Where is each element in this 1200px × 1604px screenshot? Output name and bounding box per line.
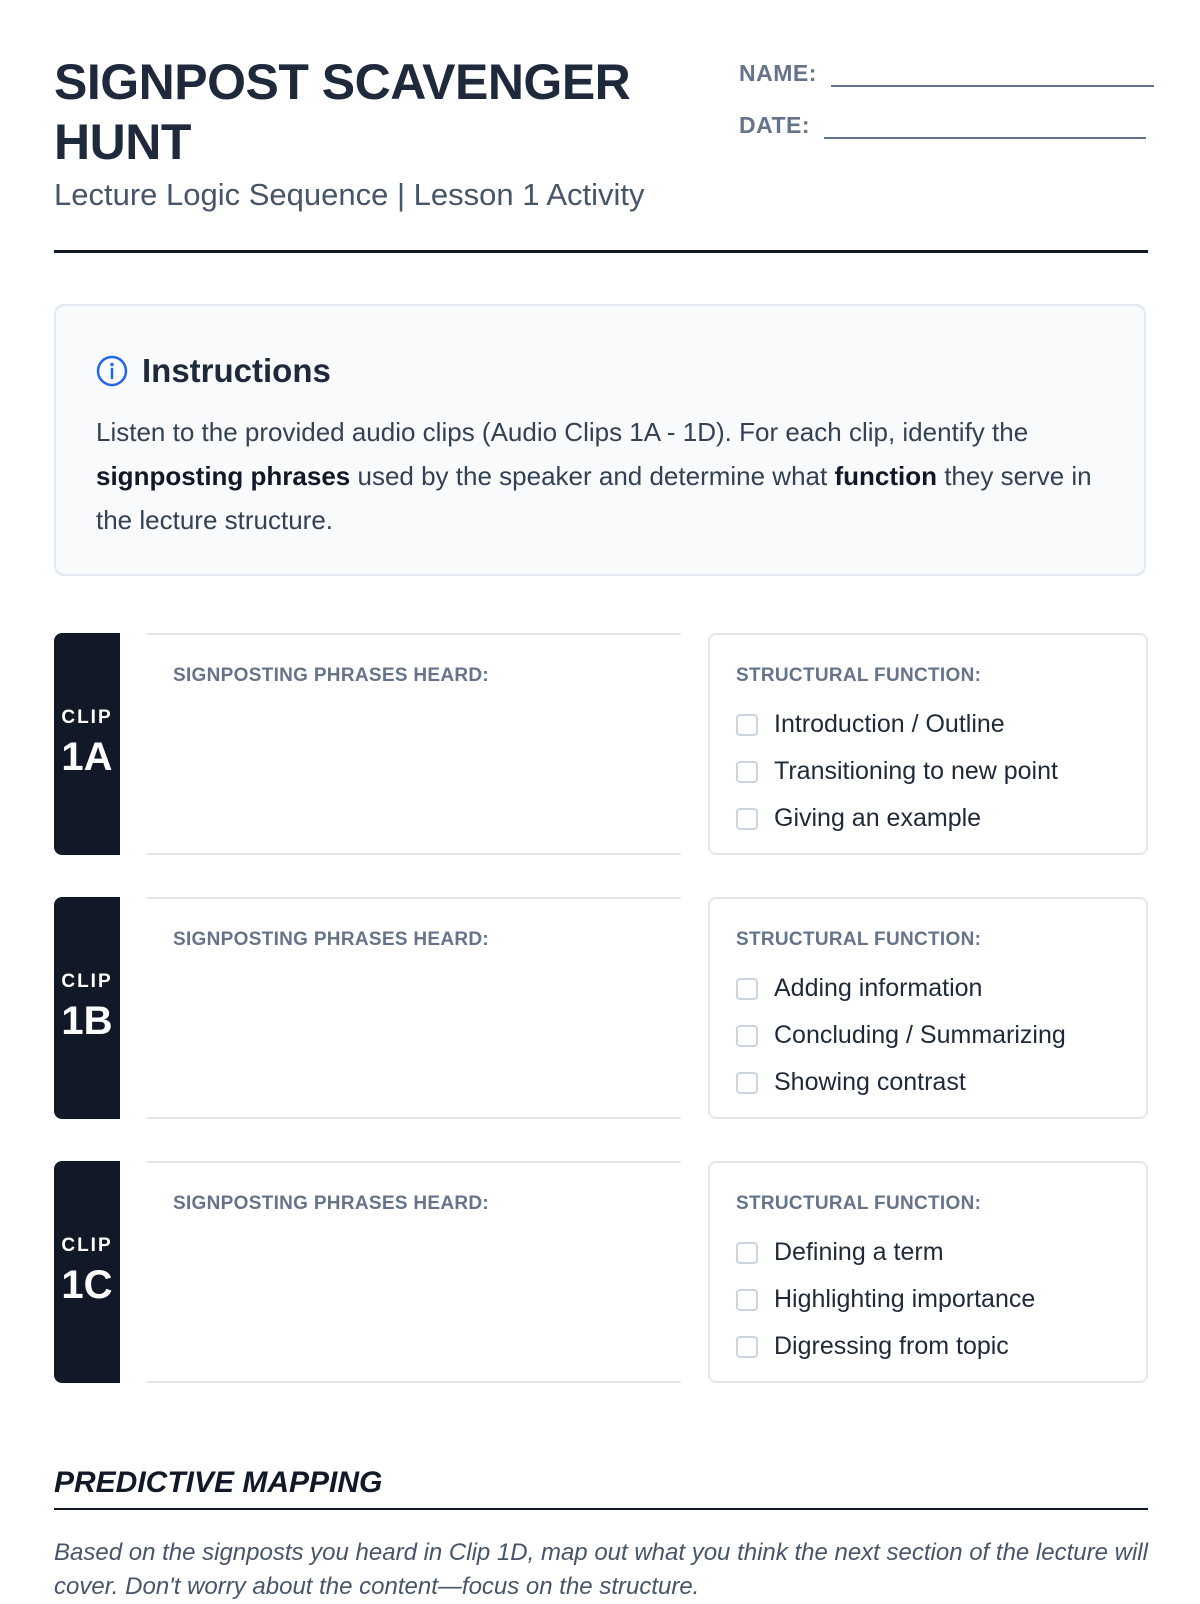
function-box: [708, 897, 1148, 1119]
checkbox[interactable]: [736, 761, 758, 783]
function-box: [708, 1161, 1148, 1383]
option-label: Giving an example: [774, 804, 982, 832]
instructions-bold-phrase: signposting phrases: [96, 461, 351, 491]
clip-id: 1B: [61, 999, 113, 1043]
function-option[interactable]: [736, 1059, 1066, 1106]
option-label: Digressing from topic: [774, 1332, 1009, 1360]
phrases-label: SIGNPOSTING PHRASES HEARD:: [173, 929, 490, 950]
instructions-heading: [96, 352, 331, 390]
instructions-title: Instructions: [142, 352, 331, 389]
clip-row-1c: [54, 1161, 1148, 1383]
instructions-bold-phrase: function: [834, 461, 937, 491]
checkbox[interactable]: [736, 1025, 758, 1047]
predictive-mapping-title: PREDICTIVE MAPPING: [54, 1466, 1148, 1510]
clip-id: 1C: [61, 1263, 113, 1307]
clip-tab: [54, 1161, 120, 1383]
checkbox[interactable]: [736, 1289, 758, 1311]
option-label: Concluding / Summarizing: [774, 1021, 1066, 1049]
function-option[interactable]: [736, 1012, 1066, 1059]
option-label: Transitioning to new point: [774, 757, 1058, 785]
function-option[interactable]: [736, 965, 1066, 1012]
predictive-mapping-text: Based on the signposts you heard in Clip 1D, map out what you think the next section of the lecture will cover. Don't worry about the content—focus on the structure.: [54, 1539, 1148, 1600]
function-option[interactable]: [736, 795, 1058, 842]
phrases-answer-area[interactable]: [147, 897, 681, 1119]
checkbox[interactable]: [736, 1336, 758, 1358]
function-options: [736, 701, 1058, 842]
option-label: Showing contrast: [774, 1068, 966, 1096]
instructions-text-part: Listen to the provided audio clips (Audio Clips 1A - 1D). For each clip, identify the: [96, 417, 1029, 447]
function-option[interactable]: [736, 748, 1058, 795]
date-field[interactable]: [739, 112, 1146, 139]
instructions-text-part: used by the speaker and determine what: [350, 461, 835, 491]
name-field[interactable]: [739, 60, 1154, 87]
checkbox[interactable]: [736, 978, 758, 1000]
page-title: SIGNPOST SCAVENGER HUNT: [54, 54, 631, 170]
clip-row-1b: [54, 897, 1148, 1119]
checkbox[interactable]: [736, 1242, 758, 1264]
option-label: Defining a term: [774, 1238, 944, 1266]
clip-tab: [54, 633, 120, 855]
instructions-text-part: they serve in the lecture structure.: [96, 461, 1092, 535]
clip-id: 1A: [61, 735, 113, 779]
phrases-label: SIGNPOSTING PHRASES HEARD:: [173, 665, 490, 686]
page-subtitle: Lecture Logic Sequence | Lesson 1 Activity: [54, 177, 645, 212]
info-circle-icon: [96, 355, 128, 387]
function-option[interactable]: [736, 1276, 1035, 1323]
name-label: NAME:: [739, 60, 817, 86]
function-options: [736, 965, 1066, 1106]
option-label: Introduction / Outline: [774, 710, 1005, 738]
function-box: [708, 633, 1148, 855]
clip-word: CLIP: [61, 707, 113, 728]
function-option[interactable]: [736, 1229, 1035, 1276]
function-label: STRUCTURAL FUNCTION:: [736, 1193, 982, 1214]
date-input-line[interactable]: [824, 113, 1146, 139]
function-option[interactable]: [736, 1323, 1035, 1370]
date-label: DATE:: [739, 112, 811, 138]
checkbox[interactable]: [736, 808, 758, 830]
clip-word: CLIP: [61, 971, 113, 992]
clip-word: CLIP: [61, 1235, 113, 1256]
clip-row-1a: [54, 633, 1148, 855]
function-options: [736, 1229, 1035, 1370]
phrases-answer-area[interactable]: [147, 633, 681, 855]
option-label: Highlighting importance: [774, 1285, 1036, 1313]
clip-tab: [54, 897, 120, 1119]
phrases-label: SIGNPOSTING PHRASES HEARD:: [173, 1193, 490, 1214]
worksheet-header: [54, 52, 1148, 253]
instructions-panel: [54, 304, 1146, 576]
checkbox[interactable]: [736, 1072, 758, 1094]
name-input-line[interactable]: [831, 61, 1154, 87]
phrases-answer-area[interactable]: [147, 1161, 681, 1383]
checkbox[interactable]: [736, 714, 758, 736]
function-label: STRUCTURAL FUNCTION:: [736, 665, 982, 686]
function-option[interactable]: [736, 701, 1058, 748]
instructions-text: [96, 410, 1106, 542]
option-label: Adding information: [774, 974, 983, 1002]
function-label: STRUCTURAL FUNCTION:: [736, 929, 982, 950]
